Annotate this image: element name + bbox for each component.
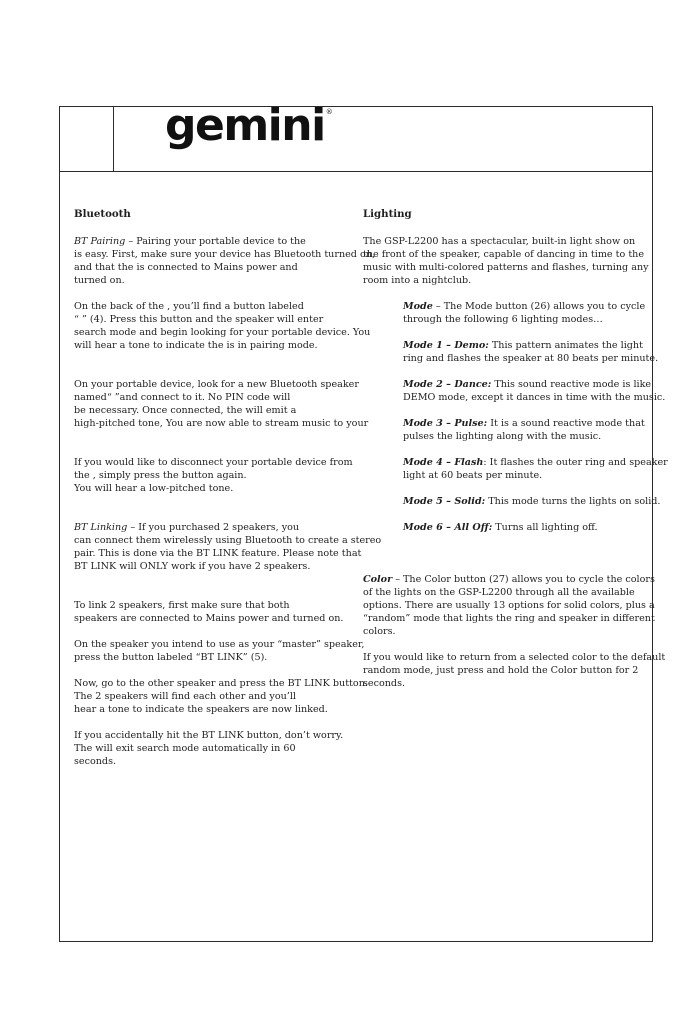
text-line: You will hear a low-pitched tone.	[74, 483, 234, 494]
text-run: – Pairing your portable device to the	[125, 236, 306, 247]
text-line: and that the is connected to Mains power and	[74, 262, 298, 273]
mode-3-title: Mode 3 – Pulse:	[403, 418, 488, 429]
lighting-column	[363, 208, 668, 690]
mode-6-title: Mode 6 – All Off:	[403, 522, 493, 533]
mode-5-paragraph	[363, 495, 661, 508]
text-line	[403, 378, 652, 391]
bt-linking-paragraph	[74, 521, 382, 573]
bt-link-setup-paragraph	[74, 599, 360, 625]
text-run: This mode turns the lights on solid.	[485, 496, 661, 507]
mode-3-paragraph	[363, 417, 645, 443]
text-line: BT LINK will ONLY work if you have 2 speakers.	[74, 561, 311, 572]
text-run: – If you purchased 2 speakers, you	[127, 522, 300, 533]
text-line: the front of the speaker, capable of dancing in time to the	[363, 249, 645, 260]
mode-1-paragraph	[363, 339, 659, 365]
text-line: room into a nightclub.	[363, 275, 472, 286]
text-line	[363, 573, 655, 586]
text-line: DEMO mode, except it dances in time with the music.	[403, 392, 666, 403]
text-line: On the back of the , you’ll find a button labeled	[74, 301, 304, 312]
text-line: turned on.	[74, 275, 125, 286]
bt-connect-paragraph	[74, 378, 369, 430]
mode-2-title: Mode 2 – Dance:	[403, 379, 492, 390]
lighting-intro-paragraph	[363, 235, 649, 287]
registered-mark: ®	[325, 108, 333, 116]
text-line: search mode and begin looking for your portable device. You	[74, 327, 371, 338]
text-line	[403, 495, 661, 508]
text-run: – The Color button (27) allows you to cycle the colors	[392, 574, 655, 585]
color-return-paragraph	[363, 651, 666, 690]
text-line: “ ” (4). Press this button and the speaker will enter	[74, 314, 324, 325]
text-line: pulses the lighting along with the music.	[403, 431, 602, 442]
text-line	[403, 339, 645, 352]
text-line: To link 2 speakers, first make sure that both	[74, 600, 290, 611]
bt-linking-title: BT Linking	[74, 522, 128, 533]
mode-1-title: Mode 1 – Demo:	[403, 340, 489, 351]
text-line: the , simply press the button again.	[74, 470, 247, 481]
gemini-logo	[165, 100, 333, 151]
logo-text: gemini	[165, 100, 325, 151]
bt-disconnect-paragraph	[74, 456, 360, 495]
text-line: hear a tone to indicate the speakers are now linked.	[74, 704, 328, 715]
text-run: It is a sound reactive mode that	[487, 418, 645, 429]
text-line: through the following 6 lighting modes…	[403, 314, 603, 325]
text-line: seconds.	[363, 678, 406, 689]
text-line: On your portable device, look for a new Bluetooth speaker	[74, 379, 359, 390]
mode-4-title: Mode 4 – Flash	[403, 457, 484, 468]
mode-title: Mode	[403, 301, 433, 312]
text-line	[403, 456, 668, 469]
mode-6-paragraph	[363, 521, 645, 534]
text-line: Now, go to the other speaker and press the BT LINK button.	[74, 678, 368, 689]
text-line: named“ ”and connect to it. No PIN code will	[74, 392, 291, 403]
text-line: The GSP-L2200 has a spectacular, built-in light show on	[363, 236, 636, 247]
text-line: ring and flashes the speaker at 80 beats per minute.	[403, 353, 659, 364]
text-line: random mode, just press and hold the Color button for 2	[363, 665, 639, 676]
text-line	[74, 521, 360, 534]
text-line: The 2 speakers will find each other and you’ll	[74, 691, 296, 702]
text-line: press the button labeled “BT LINK” (5).	[74, 652, 268, 663]
text-line: can connect them wirelessly using Bluetooth to create a stereo	[74, 535, 382, 546]
mode-2-paragraph	[363, 378, 666, 404]
text-line: If you would like to return from a selected color to the default	[363, 652, 666, 663]
text-run: : It flashes the outer ring and speaker	[483, 457, 668, 468]
lighting-heading: Lighting	[363, 208, 412, 220]
text-line	[403, 417, 645, 430]
text-line: be necessary. Once connected, the will emit a	[74, 405, 297, 416]
text-line: The will exit search mode automatically in 60	[74, 743, 296, 754]
text-line: If you accidentally hit the BT LINK button, don’t worry.	[74, 730, 344, 741]
text-run: This pattern animates the light	[488, 340, 643, 351]
bt-pairing-paragraph	[74, 235, 375, 287]
header-divider	[113, 107, 114, 172]
text-line: pair. This is done via the BT LINK feature. Please note that	[74, 548, 362, 559]
text-line: “random” mode that lights the ring and speaker in different	[363, 613, 655, 624]
bt-linked-paragraph	[74, 677, 368, 716]
text-line: is easy. First, make sure your device has Bluetooth turned on,	[74, 249, 375, 260]
text-line	[74, 235, 360, 248]
text-line: light at 60 beats per minute.	[403, 470, 543, 481]
mode-4-paragraph	[363, 456, 668, 482]
text-line	[403, 521, 645, 534]
header-rule	[60, 171, 652, 172]
text-run: Turns all lighting off.	[492, 522, 598, 533]
bt-button-paragraph	[74, 300, 371, 352]
mode-paragraph	[363, 300, 645, 326]
text-line: On the speaker you intend to use as your “master” speaker,	[74, 639, 365, 650]
bt-master-paragraph	[74, 638, 365, 664]
text-line	[403, 300, 645, 313]
bt-accident-paragraph	[74, 729, 360, 768]
color-title: Color	[363, 574, 393, 585]
bluetooth-heading: Bluetooth	[74, 208, 131, 220]
mode-5-title: Mode 5 – Solid:	[403, 496, 486, 507]
bt-pairing-title: BT Pairing	[74, 236, 126, 247]
text-run: – The Mode button (26) allows you to cycle	[432, 301, 646, 312]
text-line: speakers are connected to Mains power and turned on.	[74, 613, 344, 624]
text-line: music with multi-colored patterns and flashes, turning any	[363, 262, 649, 273]
text-line: of the lights on the GSP-L2200 through all the available	[363, 587, 635, 598]
text-run: This sound reactive mode is like	[491, 379, 652, 390]
text-line: options. There are usually 13 options for solid colors, plus a	[363, 600, 655, 611]
text-line: colors.	[363, 626, 396, 637]
color-paragraph	[363, 573, 655, 638]
text-line: high-pitched tone, You are now able to stream music to your	[74, 418, 369, 429]
text-line: seconds.	[74, 756, 117, 767]
text-line: If you would like to disconnect your portable device from	[74, 457, 353, 468]
text-line: will hear a tone to indicate the is in pairing mode.	[74, 340, 318, 351]
